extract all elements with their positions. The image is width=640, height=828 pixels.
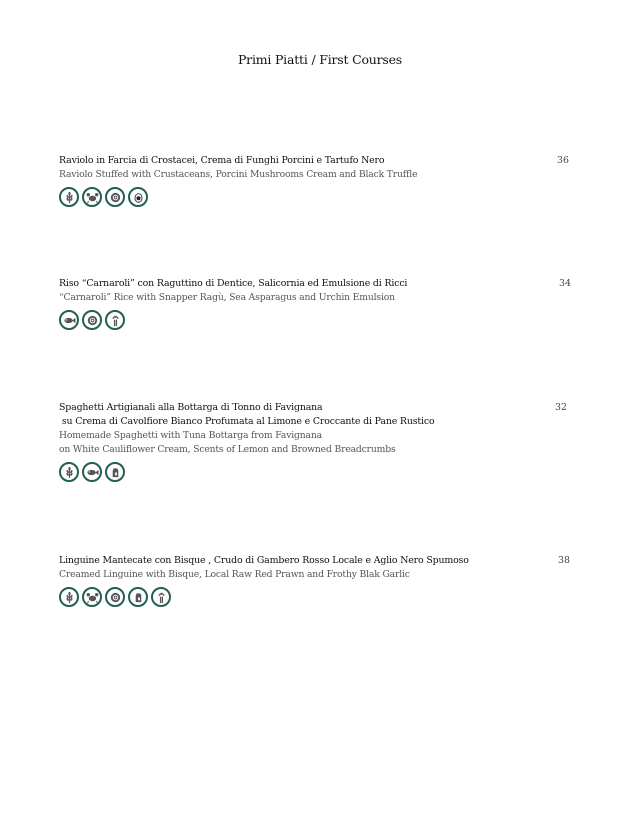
mollusc-icon: [82, 310, 102, 330]
fish-icon: [59, 310, 79, 330]
dish-item: [59, 554, 579, 607]
dish-italian-name-line2: su Crema di Cavolfiore Bianco Profumata al Limone e Croccante di Pane Rustico: [59, 416, 435, 427]
wheat-icon: [59, 462, 79, 482]
dish-english-name-line2: on White Cauliflower Cream, Scents of Lemon and Browned Breadcrumbs: [59, 444, 396, 455]
dish-italian-name: Riso “Carnaroli” con Raguttino di Dentice, Salicornia ed Emulsione di Ricci: [59, 278, 408, 289]
allergen-icons: [59, 187, 579, 207]
celery-icon: [105, 310, 125, 330]
dish-price: 32: [555, 402, 567, 413]
dish-english-name: Creamed Linguine with Bisque, Local Raw Red Prawn and Frothy Blak Garlic: [59, 569, 410, 580]
milk-icon: [105, 462, 125, 482]
dish-english-name: “Carnaroli” Rice with Snapper Ragù, Sea Asparagus and Urchin Emulsion: [59, 292, 395, 303]
dish-item: [59, 154, 579, 207]
dish-price: 34: [559, 278, 571, 289]
dish-item: [59, 277, 579, 330]
dish-italian-name: Raviolo in Farcia di Crostacei, Crema di Funghi Porcini e Tartufo Nero: [59, 155, 385, 166]
dish-italian-name: Spaghetti Artigianali alla Bottarga di Tonno di Favignana: [59, 402, 323, 413]
wheat-icon: [59, 587, 79, 607]
dish-italian-name: Linguine Mantecate con Bisque , Crudo di Gambero Rosso Locale e Aglio Nero Spumoso: [59, 555, 469, 566]
mollusc-icon: [105, 587, 125, 607]
crab-icon: [82, 587, 102, 607]
dish-price: 38: [558, 555, 570, 566]
fish-icon: [82, 462, 102, 482]
dish-english-name: Raviolo Stuffed with Crustaceans, Porcini Mushrooms Cream and Black Truffle: [59, 169, 418, 180]
dish-item: [59, 401, 579, 482]
mollusc-icon: [105, 187, 125, 207]
allergen-icons: [59, 310, 579, 330]
page-title: Primi Piatti / First Courses: [237, 52, 403, 67]
egg-icon: [128, 187, 148, 207]
crab-icon: [82, 187, 102, 207]
allergen-icons: [59, 587, 579, 607]
dish-english-name: Homemade Spaghetti with Tuna Bottarga from Favignana: [59, 430, 322, 441]
dish-price: 36: [557, 155, 569, 166]
wheat-icon: [59, 187, 79, 207]
celery-icon: [151, 587, 171, 607]
allergen-icons: [59, 462, 579, 482]
milk-icon: [128, 587, 148, 607]
